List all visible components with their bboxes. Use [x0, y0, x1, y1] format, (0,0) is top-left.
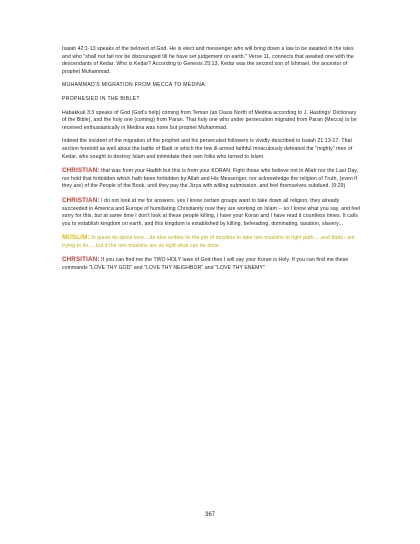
- dialogue-text: In quran its about love....its also written its the job of muslims to take non muslims to right path.....and thats i am trying to do.....but if the non muslims are so rigid what can be done: [62, 235, 355, 249]
- section-heading: MUHAMMAD'S MIGRATION FROM MECCA TO MEDINA:: [62, 82, 207, 89]
- speaker-label-christian: CHRISTIAN:: [62, 167, 100, 175]
- paragraph-habakkuk: Habakkuk 3:3 speaks of God (God's help) coming from Teman (an Oasis North of Medina according to J. Hastings' Dictionary of the Bible), and the holy one (coming) from Paran. That holy one who under persecution migrated from Paran (Mecca) to be received enthusiastically in Medina was none but prophet Muhammad.: [62, 109, 357, 131]
- dialogue-entry-muslim: [62, 234, 362, 250]
- dialogue-text: If you can find me the TWO HOLY laws of God then I will say your Koran is Holy. If you can find me these commands "LOVE THY GOD" and "LOVE THY NEIGHBOR" and "LOVE THY ENEMY": [62, 257, 349, 272]
- dialogue-text: I do not look at me for answers, yes I know certain groups want to take down all religion, they already succeeded in America and Europe of humiliating Christianity now they are working on Islam -- so I know what you say, and feel sorry for this, but at same time I don't look at these people killing, I have your Koran and I have read it countless times. It calls you to establish kingdom on earth, and this kingdom is established by killing, beheading, dominating, taxation, slavery...: [62, 197, 361, 227]
- paragraph-isaiah: Isaiah 42:1-13 speaks of the beloved of God. He is elect and messenger who will bring down a law to be awaited in the isles and who "shall not fail nor be discouraged till he have set judgement on earth." Verse 11, connects that awaited one with the descendants of Kedar. Who is Kedar? According to Genesis 25:13, Kedar was the second son of Ishmael, the ancestor of prophet Muhammad.: [62, 46, 354, 75]
- section-subheading: PROPHESIED IN THE BIBLE?: [62, 95, 140, 102]
- speaker-label-christian: CHRSITIAN:: [62, 256, 100, 264]
- dialogue-text: that was from your Hadith but this is from your KORAN: Fight those who believe not in Allah nor the Last Day, nor hold that forbidden which hath been forbidden by Allah and His Messenger, nor acknowledge the religion of Truth, (even if they are) of the People of the Book, until they pay the Jizya with willing submission, and feel themselves subdued. (9:29): [62, 168, 359, 190]
- paragraph-migration: Indeed the incident of the migration of the prophet and his persecuted followers is vividly described in Isaiah 21:13-17. That section foretold as well about the battle of Badr in which the few ill-armed faithful miraculously defeated the "mighty" men of Kedar, who sought to destroy Islam and intimidate their own folks who turned to Islam.: [62, 138, 353, 160]
- dialogue-entry-christian-1: [62, 167, 362, 191]
- dialogue-entry-christian-3: [62, 256, 362, 272]
- page-number: 367: [204, 512, 215, 518]
- speaker-label-muslim: MUSLIM:: [62, 234, 90, 242]
- dialogue-entry-christian-2: [62, 197, 362, 228]
- speaker-label-christian: CHRISTIAN:: [62, 196, 100, 204]
- page-body: [62, 46, 362, 279]
